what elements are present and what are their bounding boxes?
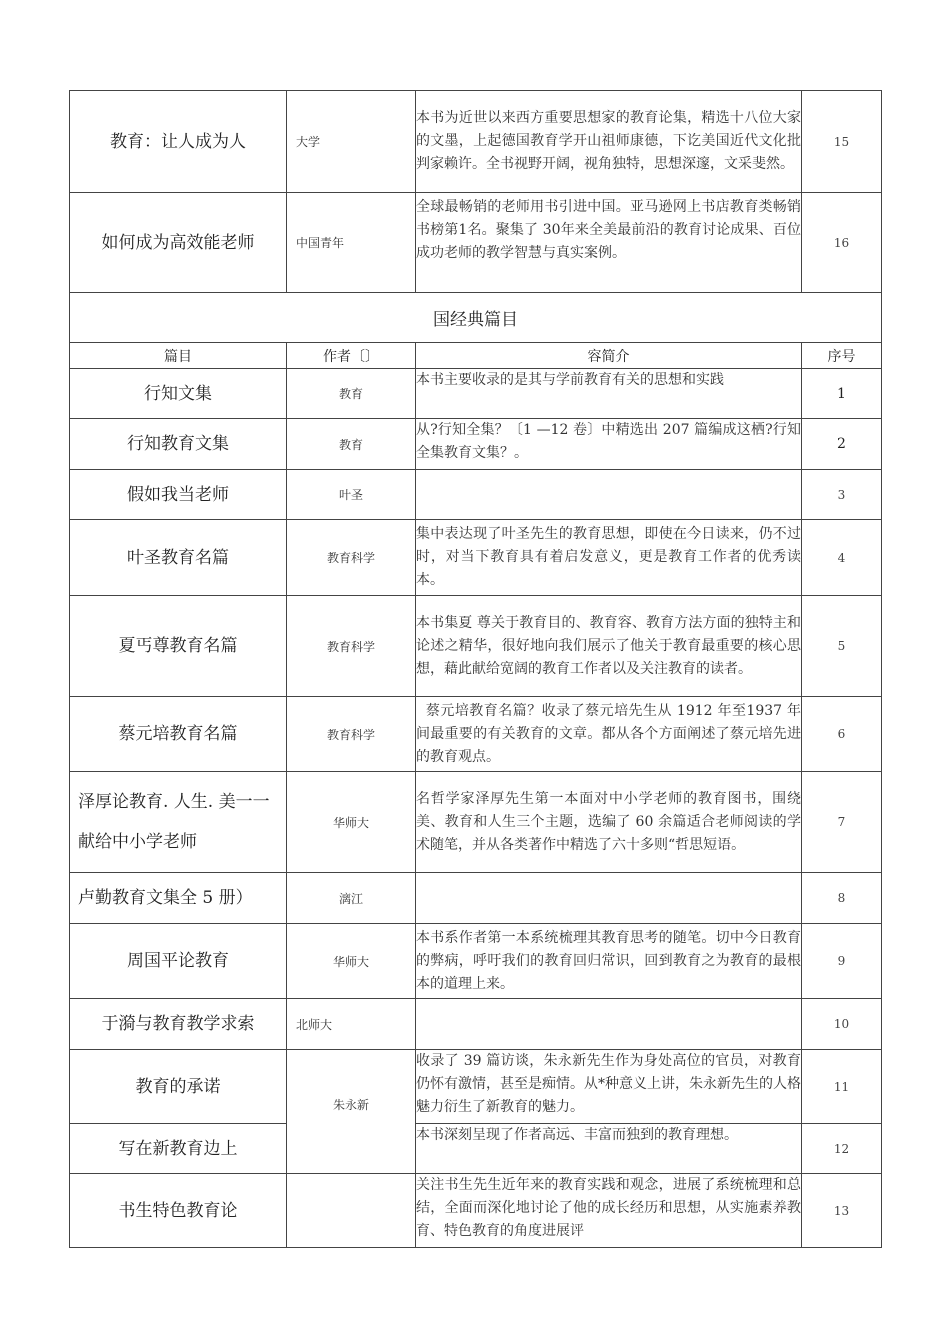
book-number: 15 — [802, 91, 882, 193]
book-title: 书生特色教育论 — [70, 1174, 287, 1248]
book-title: 行知文集 — [70, 369, 287, 419]
book-description: 本书主要收录的是其与学前教育有关的思想和实践 — [416, 369, 802, 419]
book-description: 蔡元培教育名篇？收录了蔡元培先生从 1912 年至1937 年间最重要的有关教育的文章。都从各个方面阐述了蔡元培先进的教育观点。 — [416, 697, 802, 772]
book-title: 蔡元培教育名篇 — [70, 697, 287, 772]
book-number: 8 — [802, 873, 882, 924]
book-number: 11 — [802, 1050, 882, 1124]
book-description — [416, 873, 802, 924]
header-row — [70, 343, 882, 369]
column-header-description: 容简介 — [416, 343, 802, 369]
book-description: 从?行知全集？〔1 —12 卷〕中精选出 207 篇编成这栖?行知全集教育文集？。 — [416, 419, 802, 470]
book-number: 6 — [802, 697, 882, 772]
book-author: 大学 — [287, 91, 416, 193]
table-row — [70, 873, 882, 924]
book-number: 10 — [802, 999, 882, 1050]
book-number: 13 — [802, 1174, 882, 1248]
book-number: 3 — [802, 470, 882, 520]
column-header-title: 篇目 — [70, 343, 287, 369]
book-description: 本书集夏 尊关于教育目的、教育容、教育方法方面的独特主和论述之精华，很好地向我们展示了他关于教育最重要的核心思想，藉此献给宽阔的教育工作者以及关注教育的读者。 — [416, 596, 802, 697]
book-title: 假如我当老师 — [70, 470, 287, 520]
table-row — [70, 1174, 882, 1248]
book-title: 行知教育文集 — [70, 419, 287, 470]
book-number: 16 — [802, 193, 882, 293]
book-list-table — [69, 90, 882, 1248]
book-title: 周国平论教育 — [70, 924, 287, 999]
book-description: 全球最畅销的老师用书引进中国。亚马逊网上书店教育类畅销书榜第1名。聚集了 30年来全美最前沿的教育讨论成果、百位成功老师的教学智慧与真实案例。 — [416, 193, 802, 293]
table-row — [70, 419, 882, 470]
book-author: 漓江 — [287, 873, 416, 924]
book-number: 4 — [802, 520, 882, 596]
book-title: 教育的承诺 — [70, 1050, 287, 1124]
book-author: 叶圣 — [287, 470, 416, 520]
book-title: 写在新教育边上 — [70, 1124, 287, 1174]
section-row — [70, 293, 882, 343]
column-header-number: 序号 — [802, 343, 882, 369]
book-title: 泽厚论教育. 人生. 美一一献给中小学老师 — [70, 772, 287, 873]
table-row — [70, 999, 882, 1050]
book-author — [287, 1174, 416, 1248]
book-description — [416, 999, 802, 1050]
table-row — [70, 1050, 882, 1124]
book-description: 关注书生先生近年来的教育实践和观念，进展了系统梳理和总结，全面而深化地讨论了他的成长经历和思想，从实施素养教育、特色教育的角度进展评 — [416, 1174, 802, 1248]
book-author: 教育 — [287, 419, 416, 470]
book-number: 5 — [802, 596, 882, 697]
book-title: 卢勤教育文集全 5 册） — [70, 873, 287, 924]
table-row — [70, 1124, 882, 1174]
table-row — [70, 470, 882, 520]
book-author: 教育科学 — [287, 596, 416, 697]
book-title: 如何成为高效能老师 — [70, 193, 287, 293]
book-description: 名哲学家泽厚先生第一本面对中小学老师的教育图书，围绕美、教育和人生三个主题，选编了 60 余篇适合老师阅读的学术随笔，并从各类著作中精选了六十多则“哲思短语。 — [416, 772, 802, 873]
book-description: 集中表达现了叶圣先生的教育思想，即使在今日读来，仍不过时，对当下教育具有着启发意义，更是教育工作者的优秀读本。 — [416, 520, 802, 596]
book-title: 教育：让人成为人 — [70, 91, 287, 193]
book-title: 于漪与教育教学求索 — [70, 999, 287, 1050]
book-author: 教育科学 — [287, 520, 416, 596]
book-author: 华师大 — [287, 772, 416, 873]
book-number: 1 — [802, 369, 882, 419]
table-row — [70, 193, 882, 293]
book-author: 北师大 — [287, 999, 416, 1050]
book-number: 2 — [802, 419, 882, 470]
book-author: 教育 — [287, 369, 416, 419]
book-description: 本书系作者第一本系统梳理其教育思考的随笔。切中今日教育的弊病，呼吁我们的教育回归常识，回到教育之为教育的最根本的道理上来。 — [416, 924, 802, 999]
table-row — [70, 596, 882, 697]
book-number: 7 — [802, 772, 882, 873]
book-description — [416, 470, 802, 520]
table-row — [70, 924, 882, 999]
book-description: 收录了 39 篇访谈，朱永新先生作为身处高位的官员，对教育仍怀有激情，甚至是痴情。从*种意义上讲，朱永新先生的人格魅力衍生了新教育的魅力。 — [416, 1050, 802, 1124]
column-header-author: 作者〔〕 — [287, 343, 416, 369]
book-number: 9 — [802, 924, 882, 999]
table-row — [70, 772, 882, 873]
book-title: 叶圣教育名篇 — [70, 520, 287, 596]
table-row — [70, 520, 882, 596]
table-row — [70, 369, 882, 419]
book-number: 12 — [802, 1124, 882, 1174]
book-author: 华师大 — [287, 924, 416, 999]
book-author: 中国青年 — [287, 193, 416, 293]
book-author: 教育科学 — [287, 697, 416, 772]
book-description: 本书深刻呈现了作者高远、丰富而独到的教育理想。 — [416, 1124, 802, 1174]
book-title: 夏丐尊教育名篇 — [70, 596, 287, 697]
table-row — [70, 91, 882, 193]
section-title: 国经典篇目 — [70, 293, 882, 343]
book-author: 朱永新 — [287, 1050, 416, 1174]
book-description: 本书为近世以来西方重要思想家的教育论集，精选十八位大家的文墨，上起德国教育学开山祖师康德，下讫美国近代文化批判家赖许。全书视野开阔，视角独特，思想深邃，文采斐然。 — [416, 91, 802, 193]
table-row — [70, 697, 882, 772]
